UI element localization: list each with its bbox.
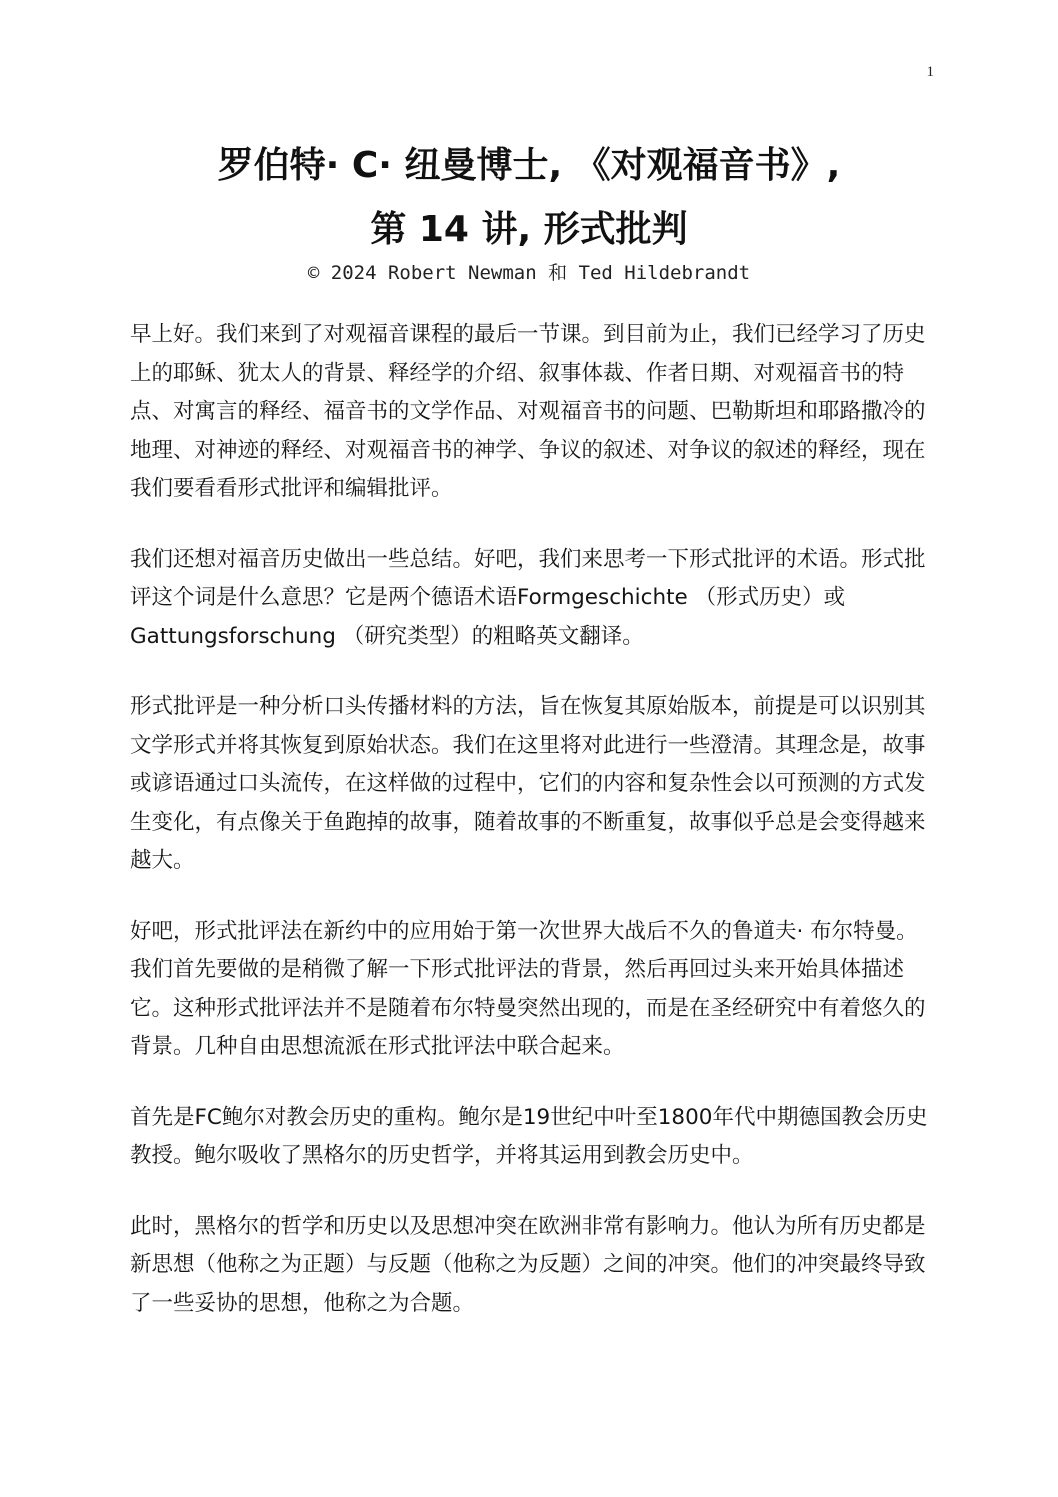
- copyright-line: © 2024 Robert Newman 和 Ted Hildebrandt: [307, 262, 751, 284]
- lecture-title: [0, 134, 1058, 262]
- paragraph: 早上好。我们来到了对观福音课程的最后一节课。到目前为止，我们已经学习了历史上的耶稣、犹太人的背景、释经学的介绍、叙事体裁、作者日期、对观福音书的特点、对寓言的释经、福音书的文学作品、对观福音书的问题、巴勒斯坦和耶路撒冷的地理、对神迹的释经、对观福音书的神学、争议的叙述、对争议的叙述的释经，现在我们要看看形式批评和编辑批评。: [130, 322, 926, 501]
- paragraph: 首先是FC鲍尔对教会历史的重构。鲍尔是19世纪中叶至1800年代中期德国教会历史教授。鲍尔吸收了黑格尔的历史哲学，并将其运用到教会历史中。: [130, 1104, 928, 1168]
- paragraph: 此时，黑格尔的哲学和历史以及思想冲突在欧洲非常有影响力。他认为所有历史都是新思想（他称之为正题）与反题（他称之为反题）之间的冲突。他们的冲突最终导致了一些妥协的思想，他称之为合题。: [130, 1213, 926, 1316]
- paragraph: 形式批评是一种分析口头传播材料的方法，旨在恢复其原始版本，前提是可以识别其文学形式并将其恢复到原始状态。我们在这里将对此进行一些澄清。其理念是，故事或谚语通过口头流传，在这样做的过程中，它们的内容和复杂性会以可预测的方式发生变化，有点像关于鱼跑掉的故事，随着故事的不断重复，故事似乎总是会变得越来越大。: [130, 694, 926, 873]
- title-line-1: 罗伯特· C· 纽曼博士, 《对观福音书》,: [217, 145, 841, 186]
- page-number: 1: [926, 64, 934, 80]
- title-line-2: 第 14 讲, 形式批判: [370, 209, 688, 250]
- paragraph: 我们还想对福音历史做出一些总结。好吧，我们来思考一下形式批评的术语。形式批评这个词是什么意思？它是两个德语术语Formgeschichte （形式历史）或Gattungsforschung （研究类型）的粗略英文翻译。: [130, 546, 926, 649]
- body-text: [130, 316, 930, 1355]
- paragraph: 好吧，形式批评法在新约中的应用始于第一次世界大战后不久的鲁道夫· 布尔特曼。我们首先要做的是稍微了解一下形式批评法的背景，然后再回过头来开始具体描述它。这种形式批评法并不是随着布尔特曼突然出现的，而是在圣经研究中有着悠久的背景。几种自由思想流派在形式批评法中联合起来。: [130, 918, 926, 1059]
